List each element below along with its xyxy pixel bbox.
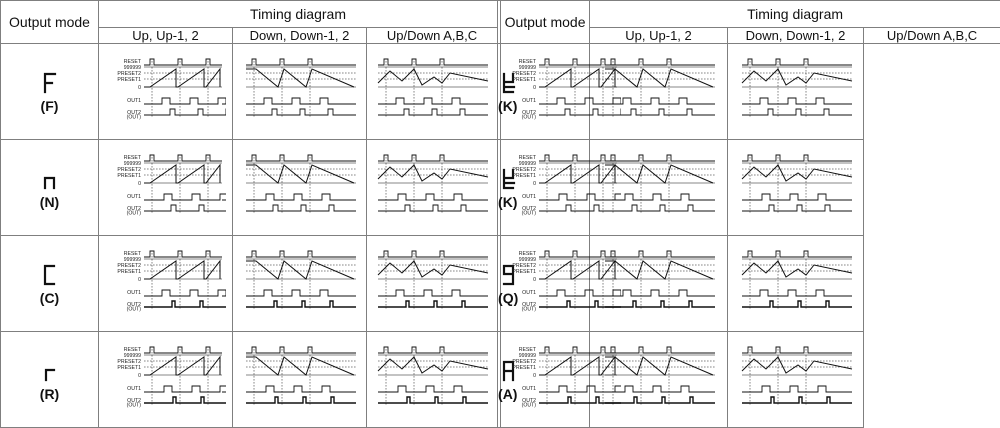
signal-label: OUT1 — [126, 193, 141, 200]
signal-label: OUT2 — [126, 205, 141, 212]
mode-code: (Q) — [498, 289, 519, 306]
signal-label: PRESET1 — [512, 268, 537, 275]
signal-label: 999999 — [518, 64, 537, 71]
signal-label: PRESET1 — [512, 172, 537, 179]
timing-diagram — [106, 149, 226, 227]
timing-diagram — [736, 53, 856, 131]
signal-label: OUT1 — [522, 289, 537, 296]
signal-label: PRESET2 — [116, 166, 141, 173]
timing-diagram — [736, 341, 856, 419]
timing-diagram — [736, 149, 856, 227]
timing-diagram — [599, 149, 719, 227]
signal-label: PRESET1 — [116, 268, 141, 275]
signal-label: RESET — [123, 58, 141, 65]
timing-cell-down — [233, 332, 367, 428]
signal-label: RESET — [123, 154, 141, 161]
timing-cell-up — [99, 140, 233, 236]
col-up-right: Up, Up-1, 2 — [590, 28, 728, 44]
timing-diagram — [736, 245, 856, 323]
signal-label: 0 — [533, 372, 537, 379]
signal-label: RESET — [518, 58, 537, 65]
signal-label: (OUT) — [126, 114, 141, 120]
timing-cell-updown — [367, 332, 518, 428]
mode-glyph-icon — [39, 166, 61, 192]
timing-cell-updown — [728, 236, 864, 332]
signal-label: (OUT) — [126, 402, 141, 408]
signal-label: 0 — [533, 276, 537, 283]
signal-label: 999999 — [518, 352, 537, 359]
signal-label: PRESET1 — [116, 364, 141, 371]
signal-label: RESET — [123, 346, 141, 353]
signal-label: OUT2 — [522, 301, 537, 308]
timing-diagram — [599, 53, 719, 131]
table-row — [1, 140, 1000, 236]
timing-diagram — [372, 245, 492, 323]
timing-diagram — [106, 341, 226, 419]
col-up-left: Up, Up-1, 2 — [99, 28, 233, 44]
timing-cell-up — [99, 44, 233, 140]
mode-code: (K) — [498, 193, 518, 210]
signal-label: OUT2 — [522, 205, 537, 212]
signal-label: 999999 — [518, 160, 537, 167]
mode-glyph-icon — [39, 262, 61, 288]
timing-cell-updown — [367, 140, 518, 236]
timing-cell-updown — [367, 236, 519, 332]
signal-label: PRESET1 — [116, 172, 141, 179]
signal-label: 999999 — [518, 256, 537, 263]
timing-diagram — [240, 245, 360, 323]
output-mode-cell — [1, 140, 99, 236]
signal-label: (OUT) — [126, 210, 141, 216]
signal-label: OUT1 — [126, 97, 141, 104]
timing-diagram — [599, 245, 719, 323]
signal-label: 0 — [533, 180, 537, 187]
timing-diagram — [240, 53, 360, 131]
timing-cell-down — [590, 332, 728, 428]
mode-code: (R) — [39, 385, 60, 402]
signal-label: PRESET2 — [116, 70, 141, 77]
signal-label: RESET — [518, 346, 537, 353]
col-updown-right: Up/Down A,B,C — [864, 28, 1000, 44]
signal-label: PRESET2 — [512, 262, 537, 269]
timing-cell-updown — [728, 44, 864, 140]
signal-label: RESET — [518, 154, 537, 161]
signal-label: 0 — [137, 276, 141, 283]
timing-diagram-header-left: Timing diagram — [99, 1, 498, 28]
signal-label: RESET — [518, 250, 537, 257]
timing-diagram — [240, 341, 360, 419]
timing-cell-down — [590, 140, 728, 236]
mode-code: (K) — [498, 97, 518, 114]
signal-label: (OUT) — [126, 306, 141, 312]
timing-diagram — [599, 341, 719, 419]
mode-code: (A) — [498, 385, 518, 402]
mode-code: (C) — [39, 289, 60, 306]
output-mode-header-left: Output mode — [1, 1, 99, 44]
timing-diagram — [106, 53, 226, 131]
timing-cell-updown — [728, 140, 864, 236]
signal-label: PRESET2 — [116, 262, 141, 269]
timing-diagram — [372, 53, 492, 131]
signal-label: (OUT) — [521, 114, 537, 120]
signal-label: OUT2 — [126, 301, 141, 308]
output-mode-cell — [1, 332, 99, 428]
timing-diagram — [372, 149, 492, 227]
timing-cell-up — [99, 332, 233, 428]
signal-label: 999999 — [123, 160, 141, 167]
timing-cell-updown — [367, 44, 518, 140]
signal-label: 0 — [533, 84, 537, 91]
timing-diagram — [240, 149, 360, 227]
signal-label: 0 — [137, 84, 141, 91]
signal-label: (OUT) — [521, 306, 537, 312]
signal-label: 999999 — [123, 256, 141, 263]
signal-label: PRESET2 — [512, 358, 537, 365]
signal-label: 999999 — [123, 352, 141, 359]
timing-cell-down — [233, 236, 367, 332]
signal-label: OUT1 — [522, 385, 537, 392]
timing-cell-down — [233, 140, 367, 236]
signal-label: 0 — [137, 180, 141, 187]
signal-label: OUT1 — [126, 289, 141, 296]
signal-label: PRESET2 — [512, 166, 537, 173]
timing-cell-down — [590, 44, 728, 140]
signal-label: PRESET1 — [116, 76, 141, 83]
timing-diagram — [106, 245, 226, 323]
signal-label: OUT1 — [522, 97, 537, 104]
mode-code: (F) — [40, 97, 59, 114]
signal-label: PRESET1 — [512, 76, 537, 83]
table-row — [1, 44, 1000, 140]
signal-label: OUT2 — [522, 397, 537, 404]
signal-label: OUT2 — [126, 109, 141, 116]
col-down-left: Down, Down-1, 2 — [233, 28, 367, 44]
signal-label: OUT1 — [126, 385, 141, 392]
timing-cell-down — [590, 236, 728, 332]
signal-label: (OUT) — [521, 210, 537, 216]
signal-label: PRESET1 — [512, 364, 537, 371]
timing-cell-updown — [728, 332, 864, 428]
col-down-right: Down, Down-1, 2 — [728, 28, 864, 44]
mode-glyph-icon — [39, 70, 61, 96]
output-mode-cell — [1, 236, 99, 332]
col-updown-left: Up/Down A,B,C — [367, 28, 498, 44]
table-row — [1, 236, 1000, 332]
signal-label: OUT2 — [522, 109, 537, 116]
mode-code: (N) — [39, 193, 60, 210]
signal-label: 0 — [137, 372, 141, 379]
signal-label: RESET — [123, 250, 141, 257]
timing-diagram — [372, 341, 492, 419]
output-mode-cell — [1, 44, 99, 140]
timing-cell-down — [233, 44, 367, 140]
signal-label: PRESET2 — [512, 70, 537, 77]
timing-cell-up — [99, 236, 233, 332]
output-mode-header-right: Output mode — [501, 1, 590, 44]
signal-label: (OUT) — [521, 402, 537, 408]
signal-label: OUT2 — [126, 397, 141, 404]
signal-label: PRESET2 — [116, 358, 141, 365]
mode-glyph-icon — [39, 358, 61, 384]
signal-label: 999999 — [123, 64, 141, 71]
table-row — [1, 332, 1000, 428]
signal-label: OUT1 — [522, 193, 537, 200]
timing-diagram-header-right: Timing diagram — [590, 1, 1000, 28]
